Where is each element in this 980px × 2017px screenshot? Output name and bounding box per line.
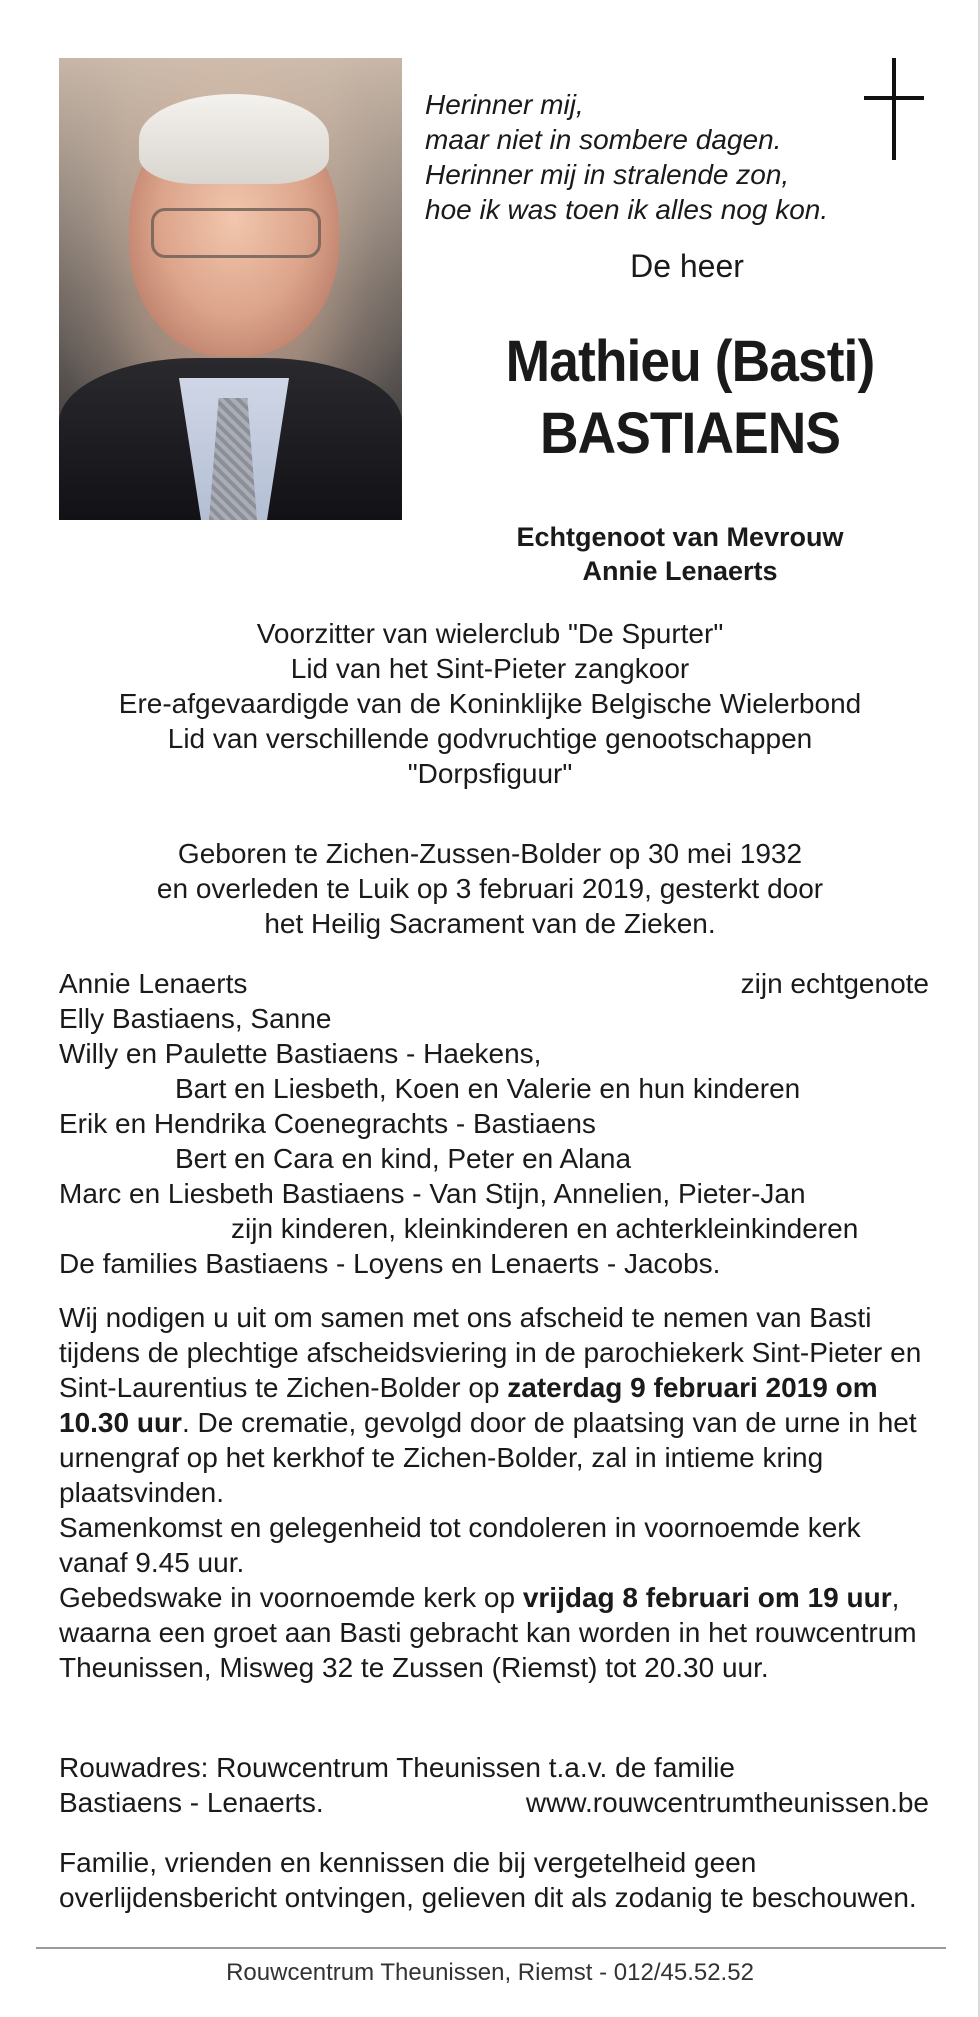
family-row: Bert en Cara en kind, Peter en Alana [175,1143,632,1174]
spouse-name: Annie Lenaerts [59,968,248,999]
family-row: Erik en Hendrika Coenegrachts - Bastiaens [59,1108,596,1139]
poem-line: hoe ik was toen ik alles nog kon. [425,194,829,225]
spouse-line-1: Echtgenoot van Mevrouw [516,522,844,552]
family-row: Willy en Paulette Bastiaens - Haekens, [59,1038,542,1069]
footer-divider [36,1947,946,1949]
address-line-2: Bastiaens - Lenaerts. [59,1787,324,1818]
role-item: Voorzitter van wielerclub "De Spurter" [256,618,724,649]
born-line: en overleden te Luik op 3 februari 2019, gesterkt door [156,873,824,904]
poem-line: maar niet in sombere dagen. [425,124,782,155]
portrait-photo [59,58,402,520]
role-item: Lid van het Sint-Pieter zangkoor [290,653,690,684]
wake-paragraph [59,1580,929,1685]
family-row-spouse [59,966,929,1001]
name-line-1: Mathieu (Basti) [505,329,875,394]
website-link[interactable]: www.rouwcentrumtheunissen.be [525,1787,929,1818]
family-list [59,966,929,1281]
family-row: Elly Bastiaens, Sanne [59,1003,332,1034]
wake-text: Gebedswake in voornoemde kerk op [59,1582,523,1613]
poem-line: Herinner mij, [425,89,584,120]
born-line: het Heilig Sacrament van de Zieken. [264,908,716,939]
notice-text: Familie, vrienden en kennissen die bij vergetelheid geen overlijdensbericht ontvingen, gelieven dit als zodanig te beschouwen. [59,1847,917,1913]
role-item: "Dorpsfiguur" [407,758,573,789]
family-row: De families Bastiaens - Loyens en Lenaerts - Jacobs. [59,1248,721,1279]
wake-date: vrijdag 8 februari om 19 uur [522,1582,892,1613]
born-line: Geboren te Zichen-Zussen-Bolder op 30 mei 1932 [177,838,803,869]
deceased-name [451,326,929,470]
spouse-line-2: Annie Lenaerts [582,556,778,586]
family-row: Marc en Liesbeth Bastiaens - Van Stijn, Annelien, Pieter-Jan [59,1178,806,1209]
cross-icon [864,58,924,160]
poem [425,87,828,227]
spouse-role: zijn echtgenote [740,968,929,999]
name-line-2: BASTIAENS [539,401,841,466]
birth-death-info [0,836,980,941]
invite-date: zaterdag 9 februari 2019 om 10.30 uur [59,1372,878,1438]
condolence-paragraph: Samenkomst en gelegenheid tot condoleren in voornoemde kerk vanaf 9.45 uur. [59,1512,861,1578]
salutation: De heer [630,248,744,284]
invite-text: Wij nodigen u uit om samen met ons afscheid te nemen van Basti tijdens de plechtige afscheidsviering in de parochiekerk Sint-Pieter en Sint-Laurentius te Zichen-Bolder op [59,1302,922,1403]
roles-list [0,616,980,791]
wake-text: , waarna een groet aan Basti gebracht kan worden in het rouwcentrum Theunissen, Misweg 32 te Zussen (Riemst) tot 20.30 uur. [59,1582,917,1683]
mourning-address [59,1750,929,1820]
invitation-paragraph [59,1300,929,1510]
poem-line: Herinner mij in stralende zon, [425,159,790,190]
role-item: Lid van verschillende godvruchtige genootschappen [167,723,813,754]
address-line-1: Rouwadres: Rouwcentrum Theunissen t.a.v. de familie [59,1752,735,1783]
family-row: zijn kinderen, kleinkinderen en achterkleinkinderen [231,1213,859,1244]
spouse-note [430,520,930,588]
family-row: Bart en Liesbeth, Koen en Valerie en hun kinderen [175,1073,801,1104]
role-item: Ere-afgevaardigde van de Koninklijke Belgische Wielerbond [118,688,862,719]
address-row-2 [59,1785,929,1820]
footer-contact: Rouwcentrum Theunissen, Riemst - 012/45.52.52 [226,1959,754,1986]
invite-text: . De crematie, gevolgd door de plaatsing van de urne in het urnengraf op het kerkhof te Zichen-Bolder, zal in intieme kring plaatsvinden. [59,1407,917,1508]
invitation-text [59,1300,929,1685]
